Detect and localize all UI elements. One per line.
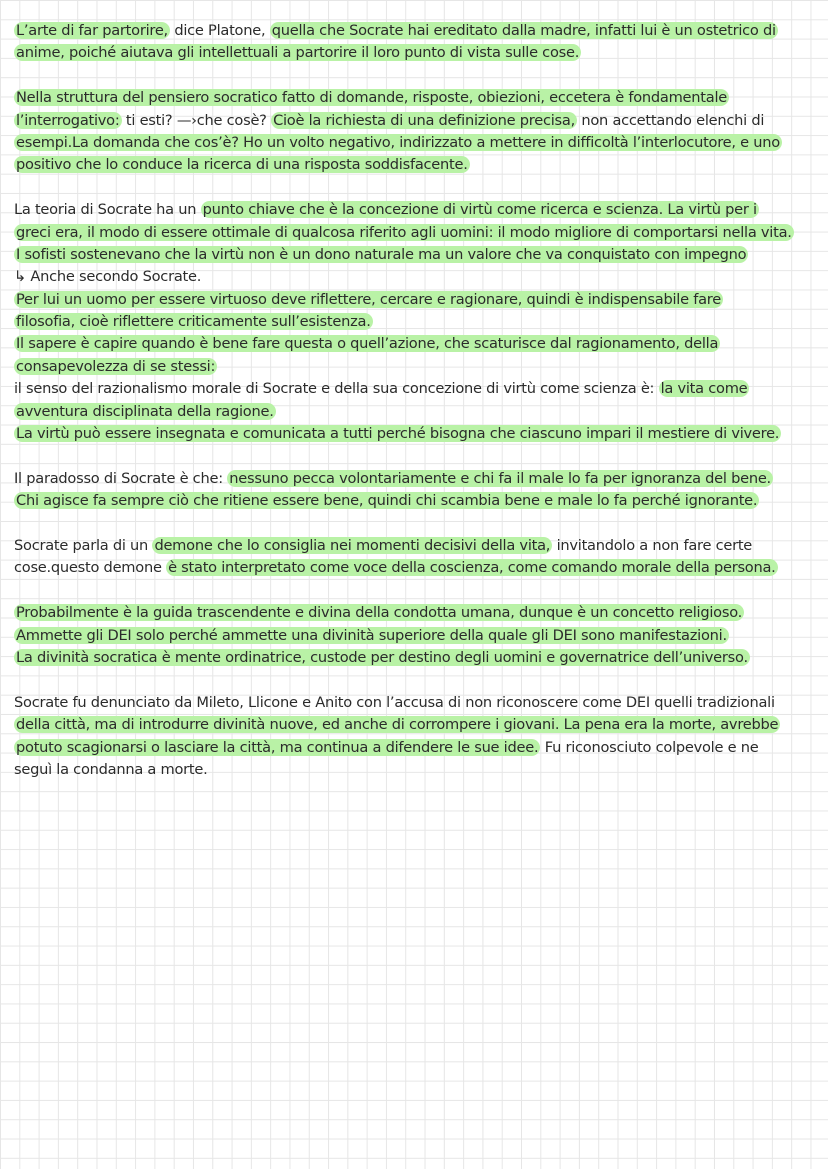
highlighted-text: potuto scagionarsi o lasciare la città, ma continua a difendere le sue idee. [16, 738, 539, 756]
paragraph-gap [14, 177, 822, 199]
notes-page [14, 20, 822, 781]
highlighted-text: greci era, il modo di essere ottimale di qualcosa riferito agli uomini: il modo migliore di comportarsi nella vita. [16, 223, 792, 241]
plain-text: Socrate parla di un [14, 536, 153, 554]
text-line [14, 647, 822, 669]
highlighted-text: consapevolezza di se stessi: [16, 357, 216, 375]
highlighted-text: I sofisti sostenevano che la virtù non è un dono naturale ma un valore che va conquistato con impegno [16, 245, 747, 263]
paragraph [14, 20, 822, 65]
highlighted-text: Per lui un uomo per essere virtuoso deve riflettere, cercare e ragionare, quindi è indispensabile fare [16, 290, 721, 308]
plain-text: invitandolo a non fare certe [552, 536, 753, 554]
text-line [14, 535, 822, 557]
paragraph [14, 199, 822, 445]
text-line [14, 468, 822, 490]
highlighted-text: avventura disciplinata della ragione. [16, 402, 274, 420]
highlighted-text: della città, ma di introdurre divinità nuove, ed anche di corrompere i giovani. La pena era la morte, avrebbe [16, 716, 779, 734]
highlighted-text: Nella struttura del pensiero socratico fatto di domande, risposte, obiezioni, eccetera è fondamentale [16, 89, 727, 107]
text-line [14, 737, 822, 759]
paragraph-gap [14, 580, 822, 602]
highlighted-text: La divinità socratica è mente ordinatrice, custode per destino degli uomini e governatrice dell’universo. [16, 648, 748, 666]
text-line [14, 244, 822, 266]
text-line [14, 692, 822, 714]
plain-text: ↳ Anche secondo Socrate. [14, 268, 202, 286]
text-line [14, 333, 822, 355]
text-line [14, 602, 822, 624]
highlighted-text: positivo che lo conduce la ricerca di una risposta soddisfacente. [16, 156, 468, 174]
highlighted-text: Il sapere è capire quando è bene fare questa o quell’azione, che scaturisce dal ragionamento, della [16, 335, 719, 353]
text-line [14, 378, 822, 400]
highlighted-text: demone che lo consiglia nei momenti decisivi della vita, [154, 536, 551, 554]
highlighted-text: l’interrogativo: [16, 111, 120, 129]
text-line [14, 490, 822, 512]
highlighted-text: nessuno pecca volontariamente e chi fa il male lo fa per ignoranza del bene. [229, 469, 771, 487]
text-line [14, 401, 822, 423]
plain-text: dice Platone, [169, 22, 270, 39]
text-line [14, 625, 822, 647]
paragraph [14, 468, 822, 513]
paragraph-gap [14, 445, 822, 467]
highlighted-text: la vita come [660, 380, 748, 398]
text-line [14, 42, 822, 64]
text-line [14, 132, 822, 154]
plain-text: Fu riconosciuto colpevole e ne [540, 738, 759, 756]
plain-text: seguì la condanna a morte. [14, 760, 208, 778]
paragraph [14, 535, 822, 580]
highlighted-text: L’arte di far partorire, [16, 22, 168, 39]
plain-text: non accettando elenchi di [576, 111, 765, 129]
highlighted-text: anime, poiché aiutava gli intellettuali a partorire il loro punto di vista sulle cose. [16, 44, 580, 62]
text-line [14, 759, 822, 781]
text-line [14, 311, 822, 333]
highlighted-text: esempi.La domanda che cos’è? Ho un volto negativo, indirizzato a mettere in difficoltà l’interlocutore, e uno [16, 133, 780, 151]
text-line [14, 20, 822, 42]
text-line [14, 87, 822, 109]
paragraph-gap [14, 65, 822, 87]
text-line [14, 289, 822, 311]
plain-text: Il paradosso di Socrate è che: [14, 469, 228, 487]
text-line [14, 423, 822, 445]
paragraph [14, 87, 822, 177]
text-line [14, 199, 822, 221]
text-line [14, 110, 822, 132]
text-line [14, 356, 822, 378]
plain-text: il senso del razionalismo morale di Socrate e della sua concezione di virtù come scienza è: [14, 380, 659, 398]
text-line [14, 557, 822, 579]
paragraph [14, 692, 822, 782]
text-line [14, 266, 822, 288]
highlighted-text: filosofia, cioè riflettere criticamente sull’esistenza. [16, 313, 371, 331]
highlighted-text: quella che Socrate hai ereditato dalla madre, infatti lui è un ostetrico di [271, 22, 776, 39]
paragraph-gap [14, 513, 822, 535]
paragraph [14, 602, 822, 669]
text-line [14, 222, 822, 244]
text-line [14, 154, 822, 176]
plain-text: ti esti? —›che cosè? [121, 111, 272, 129]
plain-text: cose.questo demone [14, 559, 167, 577]
text-line [14, 714, 822, 736]
paragraph-gap [14, 669, 822, 691]
highlighted-text: è stato interpretato come voce della coscienza, come comando morale della persona. [168, 559, 776, 577]
highlighted-text: punto chiave che è la concezione di virtù come ricerca e scienza. La virtù per i [202, 201, 757, 219]
highlighted-text: Cioè la richiesta di una definizione precisa, [273, 111, 575, 129]
highlighted-text: Probabilmente è la guida trascendente e divina della condotta umana, dunque è un concetto religioso. [16, 604, 743, 622]
highlighted-text: Chi agisce fa sempre ciò che ritiene essere bene, quindi chi scambia bene e male lo fa perché ignorante. [16, 492, 758, 510]
highlighted-text: Ammette gli DEI solo perché ammette una divinità superiore della quale gli DEI sono manifestazioni. [16, 626, 727, 644]
plain-text: Socrate fu denunciato da Mileto, Llicone e Anito con l’accusa di non riconoscere come DEI quelli tradizionali [14, 693, 775, 711]
plain-text: La teoria di Socrate ha un [14, 201, 201, 219]
highlighted-text: La virtù può essere insegnata e comunicata a tutti perché bisogna che ciascuno impari il mestiere di vivere. [16, 425, 780, 443]
